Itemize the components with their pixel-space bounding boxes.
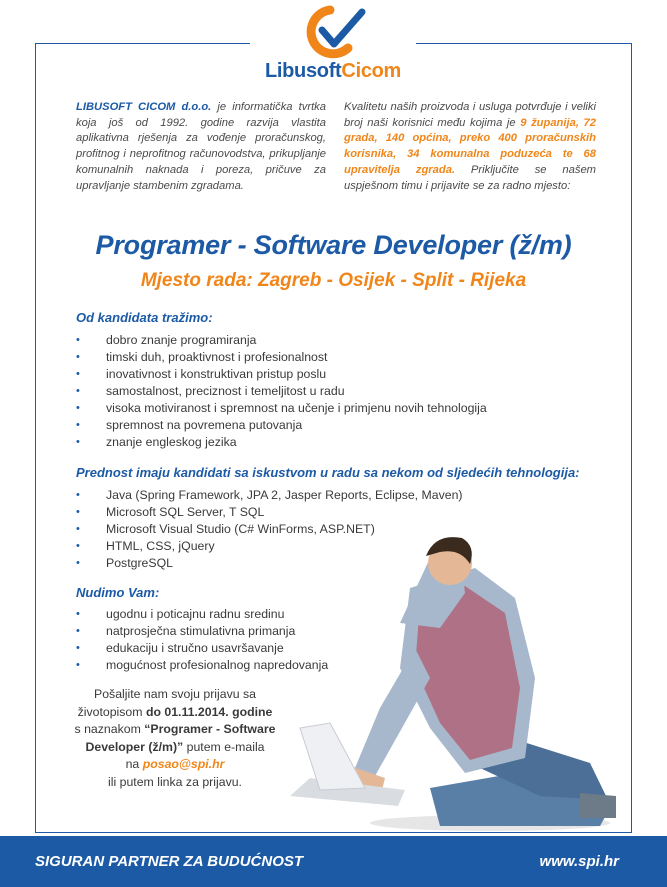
logo-check-icon — [296, 4, 372, 60]
list-item: • dobro znanje programiranja — [76, 332, 487, 349]
list-item: • Microsoft Visual Studio (C# WinForms, ASP.NET) — [76, 521, 463, 538]
list-item: • visoka motiviranost i spremnost na učenje i primjenu novih tehnologija — [76, 400, 487, 417]
list-item: • samostalnost, preciznost i temeljitost u radu — [76, 383, 487, 400]
person-with-laptop-image — [290, 528, 620, 833]
list-item: • ugodnu i poticajnu radnu sredinu — [76, 606, 328, 623]
logo-wordmark: LibusoftCicom — [264, 60, 402, 82]
intro-company-description: LIBUSOFT CICOM d.o.o. je informatička tvrtka koja još od 1992. godine razvija vlastita aplikativna rješenja za vođenje proračunskog, profitnog i neprofitnog računovodstva, prikupljanje komunalnih naknada i poreza, pričuve za upravljanje stambenim zgradama. — [76, 101, 326, 192]
email-link[interactable]: posao@spi.hr — [142, 757, 225, 772]
footer-slogan: SIGURAN PARTNER ZA BUDUĆNOST — [35, 853, 304, 870]
requirements-title: Od kandidata tražimo: — [76, 310, 213, 325]
list-item: • znanje engleskog jezika — [76, 434, 487, 451]
intro-references: Kvalitetu naših proizvoda i usluga potvrđuje i veliki broj naši korisnici među kojima je 9 županija, 72 grada, 140 općina, preko 400 proračunskih korisnika, 34 komunalna poduzeća te 68 upravitelja zgrada. Priključite se našem uspješnom timu i prijavite se za radno mjesto: — [344, 101, 596, 192]
company-logo — [250, 0, 416, 92]
company-name: LIBUSOFT CICOM d.o.o. — [76, 101, 212, 113]
list-item: • Java (Spring Framework, JPA 2, Jasper Reports, Eclipse, Maven) — [76, 487, 463, 504]
footer-bar — [0, 836, 667, 887]
job-title: Programer - Software Developer (ž/m) — [95, 230, 572, 260]
list-item: • HTML, CSS, jQuery — [76, 538, 463, 555]
footer-website-link[interactable]: www.spi.hr — [539, 853, 619, 870]
offer-title: Nudimo Vam: — [76, 585, 160, 600]
list-item: • spremnost na povremena putovanja — [76, 417, 487, 434]
application-instructions: Pošaljite nam svoju prijavu sa životopisom do 01.11.2014. godine s naznakom “Programer - Software Developer (ž/m)” putem e-maila na posao@spi.hr ili putem linka za prijavu. — [74, 687, 276, 789]
requirements-list — [76, 332, 487, 451]
list-item: • timski duh, proaktivnost i profesionalnost — [76, 349, 487, 366]
list-item: • Microsoft SQL Server, T SQL — [76, 504, 463, 521]
technologies-title: Prednost imaju kandidati sa iskustvom u radu sa nekom od sljedećih tehnologija: — [76, 465, 580, 480]
list-item: • PostgreSQL — [76, 555, 463, 572]
list-item: • natprosječna stimulativna primanja — [76, 623, 328, 640]
list-item: • mogućnost profesionalnog napredovanja — [76, 657, 328, 674]
list-item: • inovativnost i konstruktivan pristup poslu — [76, 366, 487, 383]
job-location: Mjesto rada: Zagreb - Osijek - Split - Rijeka — [140, 270, 527, 291]
list-item: • edukaciju i stručno usavršavanje — [76, 640, 328, 657]
